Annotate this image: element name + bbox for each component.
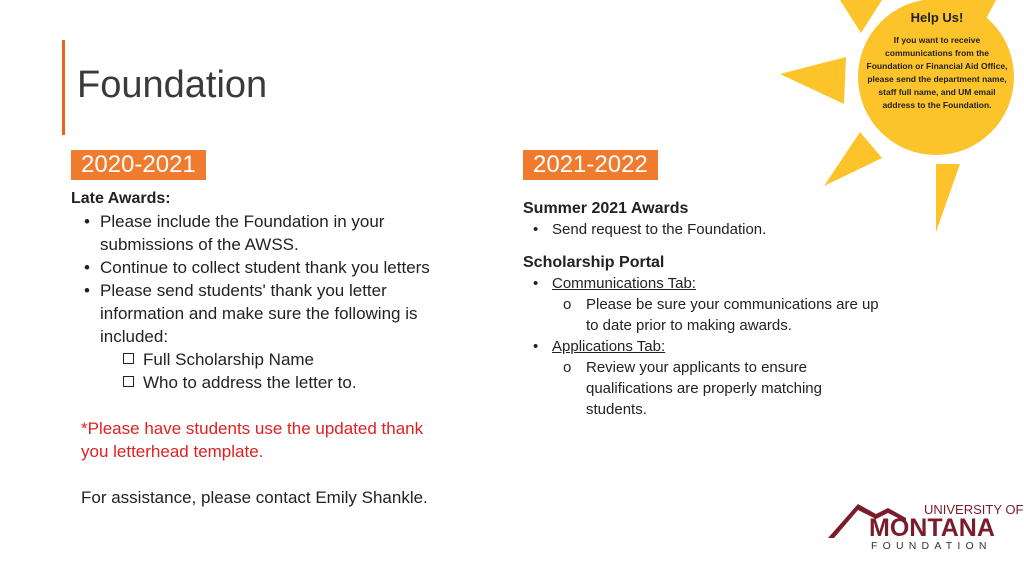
help-us-box <box>866 10 1008 112</box>
checkbox-icon <box>123 353 134 364</box>
assistance-contact: For assistance, please contact Emily Shankle. <box>81 488 428 507</box>
bullet-text: Please include the Foundation in your submissions of the AWSS. <box>100 212 385 254</box>
checklist-text: Who to address the letter to. <box>143 373 357 392</box>
checklist-item <box>71 348 431 371</box>
bullet-item <box>523 336 883 357</box>
sub-bullet-text: Please be sure your communications are up to date prior to making awards. <box>586 296 879 334</box>
logo-line1: UNIVERSITY OF <box>924 502 1024 517</box>
bullet-icon: • <box>84 212 90 231</box>
checklist-text: Full Scholarship Name <box>143 350 315 369</box>
bullet-item <box>71 279 431 348</box>
sun-ray <box>780 57 846 104</box>
checklist-item <box>71 371 431 394</box>
template-note: *Please have students use the updated thank you letterhead template. <box>81 419 424 461</box>
bullet-item <box>71 256 431 279</box>
sun-ray <box>936 164 960 232</box>
logo-line3: FOUNDATION <box>871 540 992 552</box>
help-title: Help Us! <box>910 10 964 25</box>
late-awards-heading: Late Awards: <box>71 190 171 207</box>
year-label-2020-2021: 2020-2021 <box>71 150 206 180</box>
bullet-icon: • <box>533 275 539 292</box>
bullet-item <box>523 273 883 294</box>
help-body: If you want to receive communications from the Foundation or Financial Aid Office, please send the department name, staff full name, and UM email address to the Foundation. <box>866 35 1008 110</box>
scholarship-portal-heading: Scholarship Portal <box>523 254 665 271</box>
sun-ray <box>824 132 882 186</box>
checkbox-icon <box>123 376 134 387</box>
bullet-text: Send request to the Foundation. <box>552 221 767 238</box>
university-of-montana-foundation-logo <box>826 498 1024 554</box>
bullet-item <box>71 210 431 256</box>
communications-tab-link[interactable]: Communications Tab: <box>552 275 696 292</box>
circle-bullet-icon: o <box>563 296 572 313</box>
bullet-icon: • <box>533 221 539 238</box>
bullet-icon: • <box>84 281 90 300</box>
applications-tab-link[interactable]: Applications Tab: <box>552 338 666 355</box>
circle-bullet-icon: o <box>563 359 572 376</box>
left-column <box>71 187 431 509</box>
page-title: Foundation <box>77 64 268 106</box>
bullet-text: Please send students' thank you letter information and make sure the following is included: <box>100 281 418 346</box>
sub-bullet-item <box>523 357 883 420</box>
year-label-2021-2022: 2021-2022 <box>523 150 658 180</box>
logo-line2: MONTANA <box>869 514 995 542</box>
sub-bullet-text: Review your applicants to ensure qualifications are properly matching students. <box>586 359 822 418</box>
title-accent-bar <box>62 40 65 135</box>
summer-awards-heading: Summer 2021 Awards <box>523 200 689 217</box>
bullet-text: Continue to collect student thank you letters <box>100 258 430 277</box>
sub-bullet-item <box>523 294 883 336</box>
bullet-icon: • <box>84 258 90 277</box>
bullet-icon: • <box>533 338 539 355</box>
